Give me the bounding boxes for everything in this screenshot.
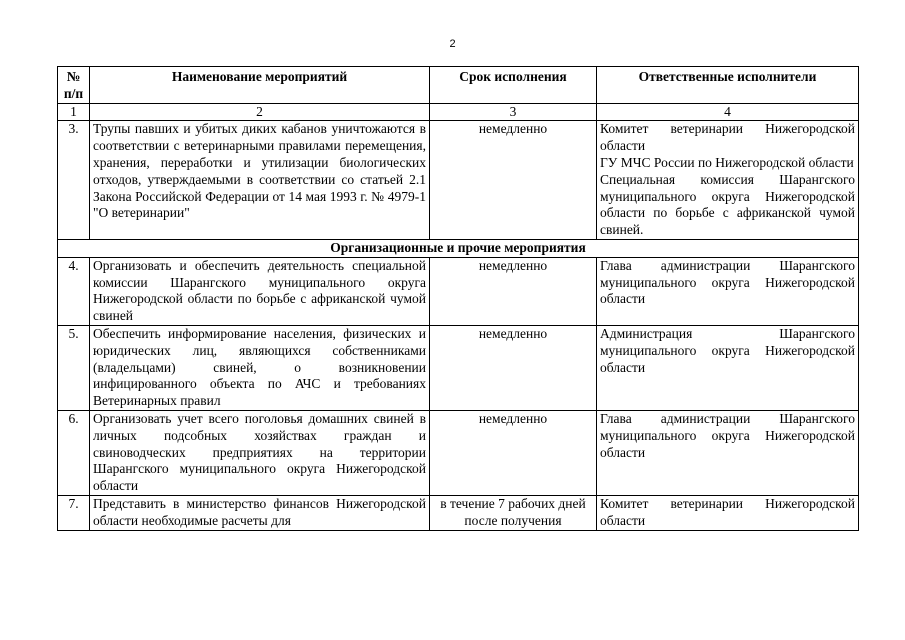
row-number: 4. (58, 257, 90, 325)
column-number: 3 (430, 103, 597, 121)
measure-term: немедленно (430, 257, 597, 325)
measure-name: Трупы павших и убитых диких кабанов уничтожаются в соответствии с ветеринарными правилами перемещения, хранения, переработки и утилизации биологических отходов, утверждаемыми в соответствии со статьей 2.1 Закона Российской Федерации от 14 мая 1993 г. № 4979-1 "О ветеринарии" (90, 121, 430, 240)
measure-name: Представить в министерство финансов Нижегородской области необходимые расчеты для (90, 495, 430, 530)
section-title: Организационные и прочие мероприятия (58, 239, 859, 257)
header-name: Наименование мероприятий (90, 67, 430, 104)
row-number: 3. (58, 121, 90, 240)
responsible-line: Специальная комиссия Шарангского муниципального округа Нижегородской области по борьбе с африканской чумой свиней. (600, 171, 855, 238)
table-row (58, 257, 859, 325)
measure-name: Обеспечить информирование населения, физических и юридических лиц, являющихся собственниками (владельцами) свиней, о возникновении инфицированного объекта по АЧС и требованиях Ветеринарных правил (90, 325, 430, 410)
measure-responsible: Глава администрации Шарангского муниципального округа Нижегородской области (597, 257, 859, 325)
measure-term: немедленно (430, 410, 597, 495)
row-number: 6. (58, 410, 90, 495)
page-number: 2 (449, 38, 456, 50)
measure-name: Организовать учет всего поголовья домашних свиней в личных подсобных хозяйствах граждан и свиноводческих предприятиях на территории Шарангского муниципального округа Нижегородской области (90, 410, 430, 495)
column-number-row (58, 103, 859, 121)
column-number: 4 (597, 103, 859, 121)
table-row (58, 325, 859, 410)
responsible-line: ГУ МЧС России по Нижегородской области (600, 154, 854, 170)
measures-table (57, 66, 859, 531)
section-heading-row (58, 239, 859, 257)
column-number: 2 (90, 103, 430, 121)
row-number: 5. (58, 325, 90, 410)
measure-term: немедленно (430, 121, 597, 240)
measure-responsible (597, 121, 859, 240)
column-number: 1 (58, 103, 90, 121)
responsible-line: Комитет ветеринарии Нижегородской области (600, 121, 855, 154)
header-responsible: Ответственные исполнители (597, 67, 859, 104)
header-num: № п/п (58, 67, 90, 104)
header-term: Срок исполнения (430, 67, 597, 104)
measure-term: в течение 7 рабочих дней после получения (430, 495, 597, 530)
table-row (58, 410, 859, 495)
table-row (58, 121, 859, 240)
measure-name: Организовать и обеспечить деятельность специальной комиссии Шарангского муниципального округа Нижегородской области по борьбе с африканской чумой свиней (90, 257, 430, 325)
measure-responsible: Комитет ветеринарии Нижегородской области (597, 495, 859, 530)
measure-responsible: Глава администрации Шарангского муниципального округа Нижегородской области (597, 410, 859, 495)
table-row (58, 495, 859, 530)
measure-term: немедленно (430, 325, 597, 410)
measure-responsible: Администрация Шарангского муниципального округа Нижегородской области (597, 325, 859, 410)
table-header-row (58, 67, 859, 104)
row-number: 7. (58, 495, 90, 530)
